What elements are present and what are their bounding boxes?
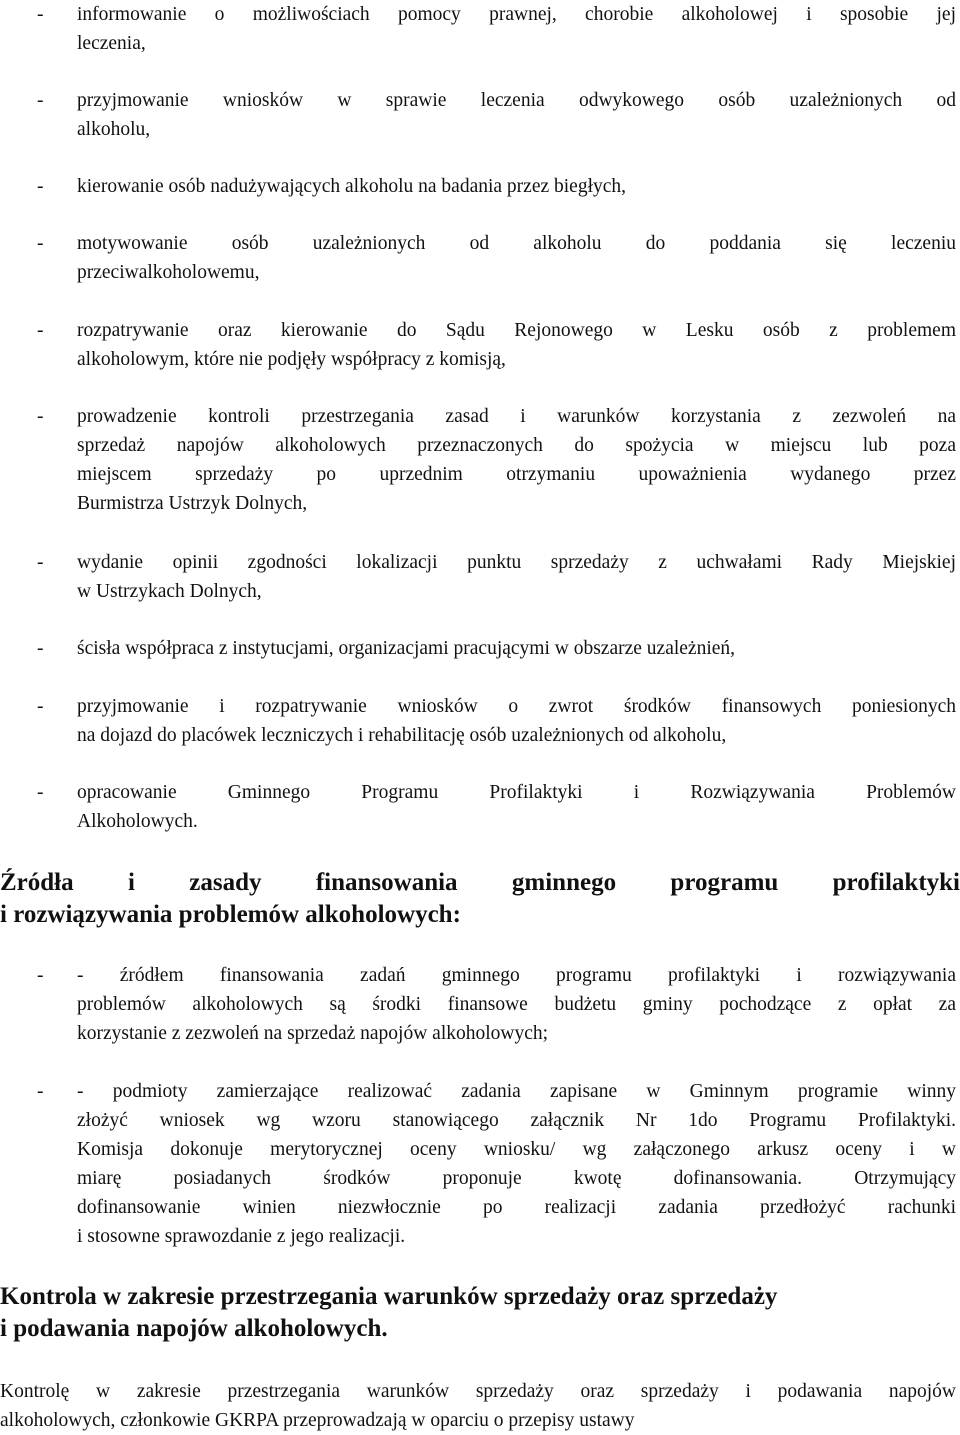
list-dash: - — [37, 782, 44, 803]
list-dash: - — [37, 638, 44, 659]
text-line: przyjmowanie wniosków w sprawie leczenia odwykowego osób uzależnionych od — [77, 90, 956, 111]
text-line: leczenia, — [77, 33, 146, 54]
text-line: prowadzenie kontroli przestrzegania zasad i warunków korzystania z zezwoleń na — [77, 406, 956, 427]
text-line: miarę posiadanych środków proponuje kwotę dofinansowania. Otrzymujący — [77, 1168, 956, 1189]
text-line: miejscem sprzedaży po uprzednim otrzymaniu upoważnienia wydanego przez — [77, 464, 956, 485]
text-line: ścisła współpraca z instytucjami, organizacjami pracującymi w obszarze uzależnień, — [77, 638, 736, 659]
heading-line: i rozwiązywania problemów alkoholowych: — [0, 901, 461, 928]
text-line: Burmistrza Ustrzyk Dolnych, — [77, 493, 308, 514]
text-line: alkoholowym, które nie podjęły współpracy z komisją, — [77, 349, 506, 370]
text-line: rozpatrywanie oraz kierowanie do Sądu Rejonowego w Lesku osób z problemem — [77, 320, 956, 341]
text-line: przeciwalkoholowemu, — [77, 262, 260, 283]
list-dash: - — [37, 176, 44, 197]
list-dash: - — [37, 696, 44, 717]
text-line: złożyć wniosek wg wzoru stanowiącego załącznik Nr 1do Programu Profilaktyki. — [77, 1110, 956, 1131]
text-line: - źródłem finansowania zadań gminnego programu profilaktyki i rozwiązywania — [77, 965, 956, 986]
heading-line: Źródła i zasady finansowania gminnego programu profilaktyki — [0, 869, 960, 896]
text-line: problemów alkoholowych są środki finansowe budżetu gminy pochodzące z opłat za — [77, 994, 956, 1015]
text-line: Alkoholowych. — [77, 811, 198, 832]
heading-line: Kontrola w zakresie przestrzegania warunków sprzedaży oraz sprzedaży — [0, 1283, 778, 1310]
text-line: alkoholu, — [77, 119, 151, 140]
list-item-text — [77, 0, 956, 29]
heading-line: i podawania napojów alkoholowych. — [0, 1315, 388, 1342]
list-dash: - — [37, 965, 44, 986]
closing-paragraph — [0, 1377, 956, 1435]
text-line: alkoholowych, członkowie GKRPA przeprowadzają w oparciu o przepisy ustawy — [0, 1410, 635, 1431]
list-dash: - — [37, 233, 44, 254]
list-dash: - — [37, 552, 44, 573]
list-dash: - — [37, 4, 44, 25]
list-dash: - — [37, 320, 44, 341]
list-dash: - — [37, 406, 44, 427]
section-heading-funding — [0, 867, 960, 931]
text-line: przyjmowanie i rozpatrywanie wniosków o zwrot środków finansowych poniesionych — [77, 696, 956, 717]
text-line: kierowanie osób nadużywających alkoholu na badania przez biegłych, — [77, 176, 627, 197]
text-line: dofinansowanie winien niezwłocznie po realizacji zadania przedłożyć rachunki — [77, 1197, 956, 1218]
text-line: opracowanie Gminnego Programu Profilaktyki i Rozwiązywania Problemów — [77, 782, 956, 803]
text-line: Komisja dokonuje merytorycznej oceny wniosku/ wg załączonego arkusz oceny i w — [77, 1139, 956, 1160]
text-line: i stosowne sprawozdanie z jego realizacji. — [77, 1226, 406, 1247]
text-line: motywowanie osób uzależnionych od alkoholu do poddania się leczeniu — [77, 233, 956, 254]
list-dash: - — [37, 90, 44, 111]
text-line: sprzedaż napojów alkoholowych przeznaczonych do spożycia w miejscu lub poza — [77, 435, 956, 456]
text-line: na dojazd do placówek leczniczych i rehabilitację osób uzależnionych od alkoholu, — [77, 725, 727, 746]
text-line: Kontrolę w zakresie przestrzegania warunków sprzedaży oraz sprzedaży i podawania napojów — [0, 1381, 956, 1402]
text-line: w Ustrzykach Dolnych, — [77, 581, 262, 602]
section-heading-control — [0, 1281, 960, 1345]
text-line: wydanie opinii zgodności lokalizacji punktu sprzedaży z uchwałami Rady Miejskiej — [77, 552, 956, 573]
text-line: - podmioty zamierzające realizować zadania zapisane w Gminnym programie winny — [77, 1081, 956, 1102]
text-line: informowanie o możliwościach pomocy prawnej, chorobie alkoholowej i sposobie jej — [77, 4, 956, 25]
list-dash: - — [37, 1081, 44, 1102]
text-line: korzystanie z zezwoleń na sprzedaż napojów alkoholowych; — [77, 1023, 549, 1044]
